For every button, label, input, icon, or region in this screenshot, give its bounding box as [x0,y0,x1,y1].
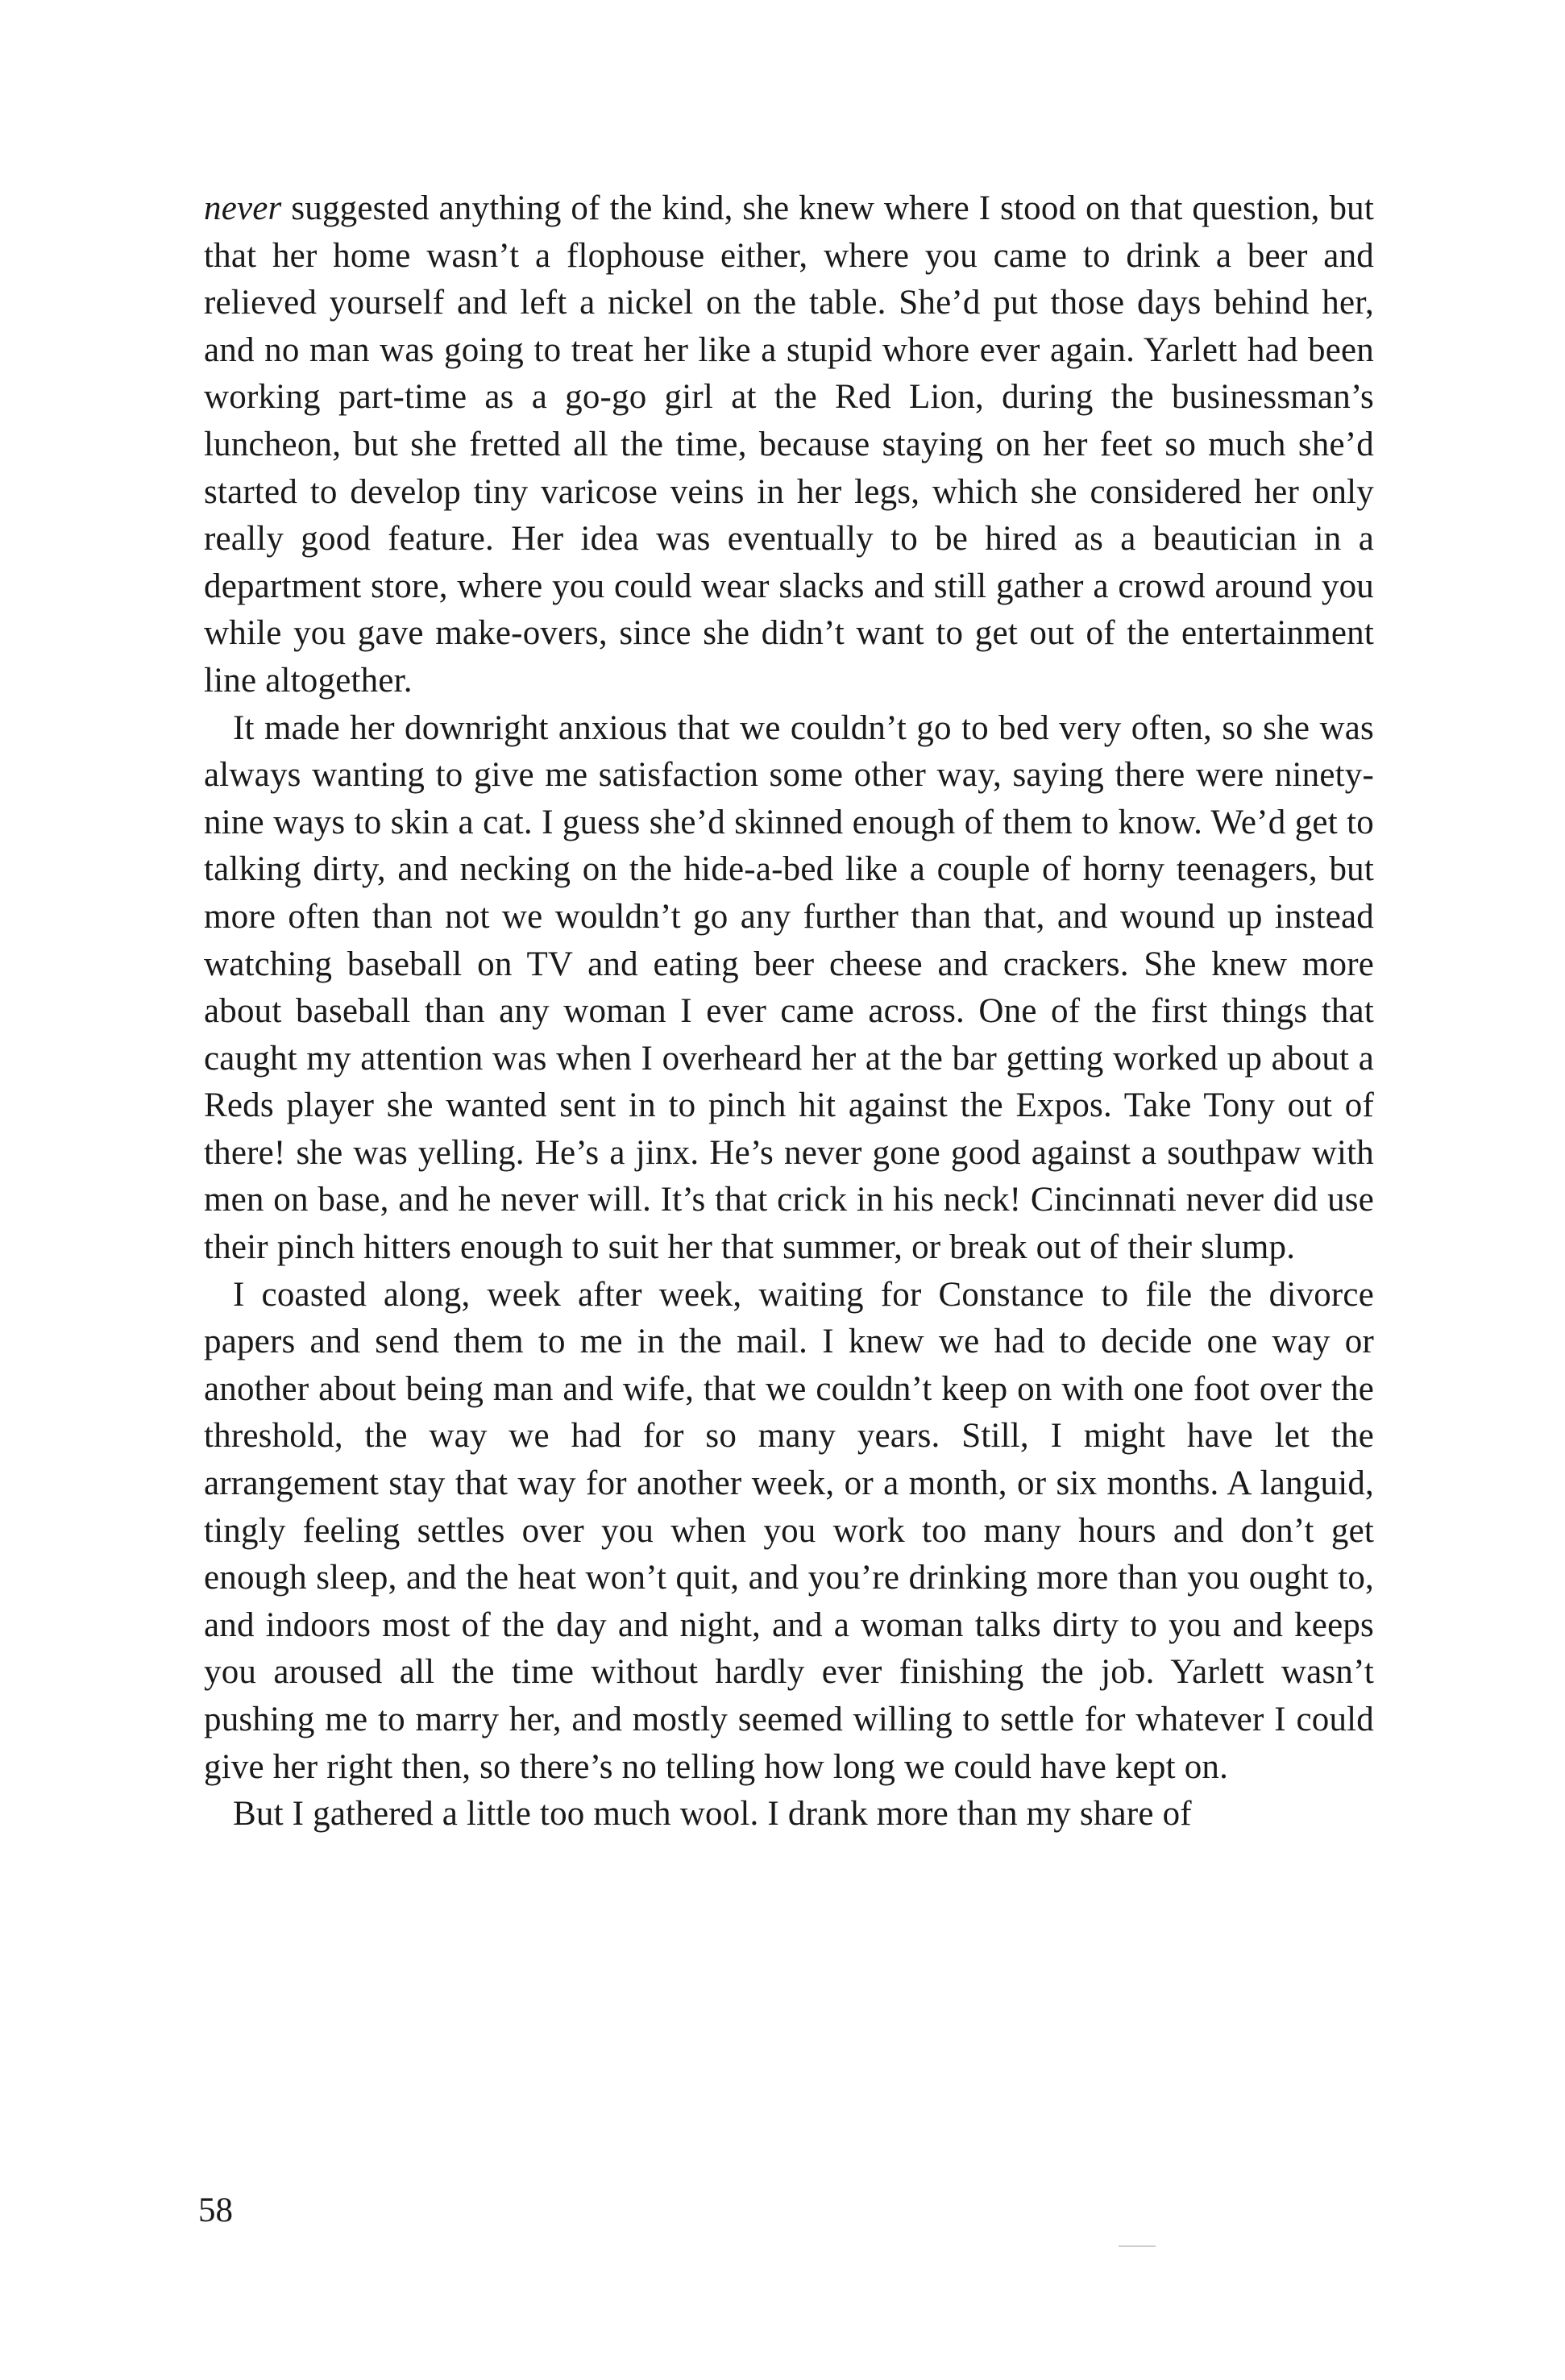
paragraph-4: But I gathered a little too much wool. I drank more than my share of [233,1795,1192,1834]
printer-mark [1119,2245,1156,2247]
page-body [204,185,1374,1838]
paragraph-1-text: suggested anything of the kind, she knew where I stood on that question, but that her home wasn’t a flophouse either, where you came to drink a beer and relieved yourself and left a nickel on the table. She’d put those days behind her, and no man was going to treat her like a stupid whore ever again. Yarlett had been working part-time as a go-go girl at the Red Lion, during the businessman’s luncheon, but she fretted all the time, because staying on her feet so much she’d started to develop tiny varicose veins in her legs, which she considered her only really good feature. Her idea was eventually to be hired as a beautician in a department store, where you could wear slacks and still gather a crowd around you while you gave make-overs, since she didn’t want to get out of the entertainment line altogether. [204,189,1374,700]
paragraph-2: It made her downright anxious that we couldn’t go to bed very often, so she was always wanting to give me satisfaction some other way, saying there were ninety-nine ways to skin a cat. I guess she’d skinned enough of them to know. We’d get to talking dirty, and necking on the hide-a-bed like a couple of horny teenagers, but more often than not we wouldn’t go any further than that, and wound up instead watching baseball on TV and eating beer cheese and crackers. She knew more about baseball than any woman I ever came across. One of the first things that caught my attention was when I overheard her at the bar getting worked up about a Reds player she wanted sent in to pinch hit against the Expos. Take Tony out of there! she was yelling. He’s a jinx. He’s never gone good against a southpaw with men on base, and he never will. It’s that crick in his neck! Cincinnati never did use their pinch hitters enough to suit her that summer, or break out of their slump. [204,708,1374,1267]
paragraph-1 [204,185,1374,705]
paragraph-3: I coasted along, week after week, waiting for Constance to file the divorce papers and send them to me in the mail. I knew we had to decide one way or another about being man and wife, that we couldn’t keep on with one foot over the threshold, the way we had for so many years. Still, I might have let the arrangement stay that way for another week, or a month, or six months. A languid, tingly feeling settles over you when you work too many hours and don’t get enough sleep, and the heat won’t quit, and you’re drinking more than you ought to, and indoors most of the day and night, and a woman talks dirty to you and keeps you aroused all the time without hardly ever finishing the job. Yarlett wasn’t pushing me to marry her, and mostly seemed willing to settle for whatever I could give her right then, so there’s no telling how long we could have kept on. [204,1275,1374,1786]
page-number: 58 [198,2191,233,2229]
italic-lead-word: never [204,189,282,227]
